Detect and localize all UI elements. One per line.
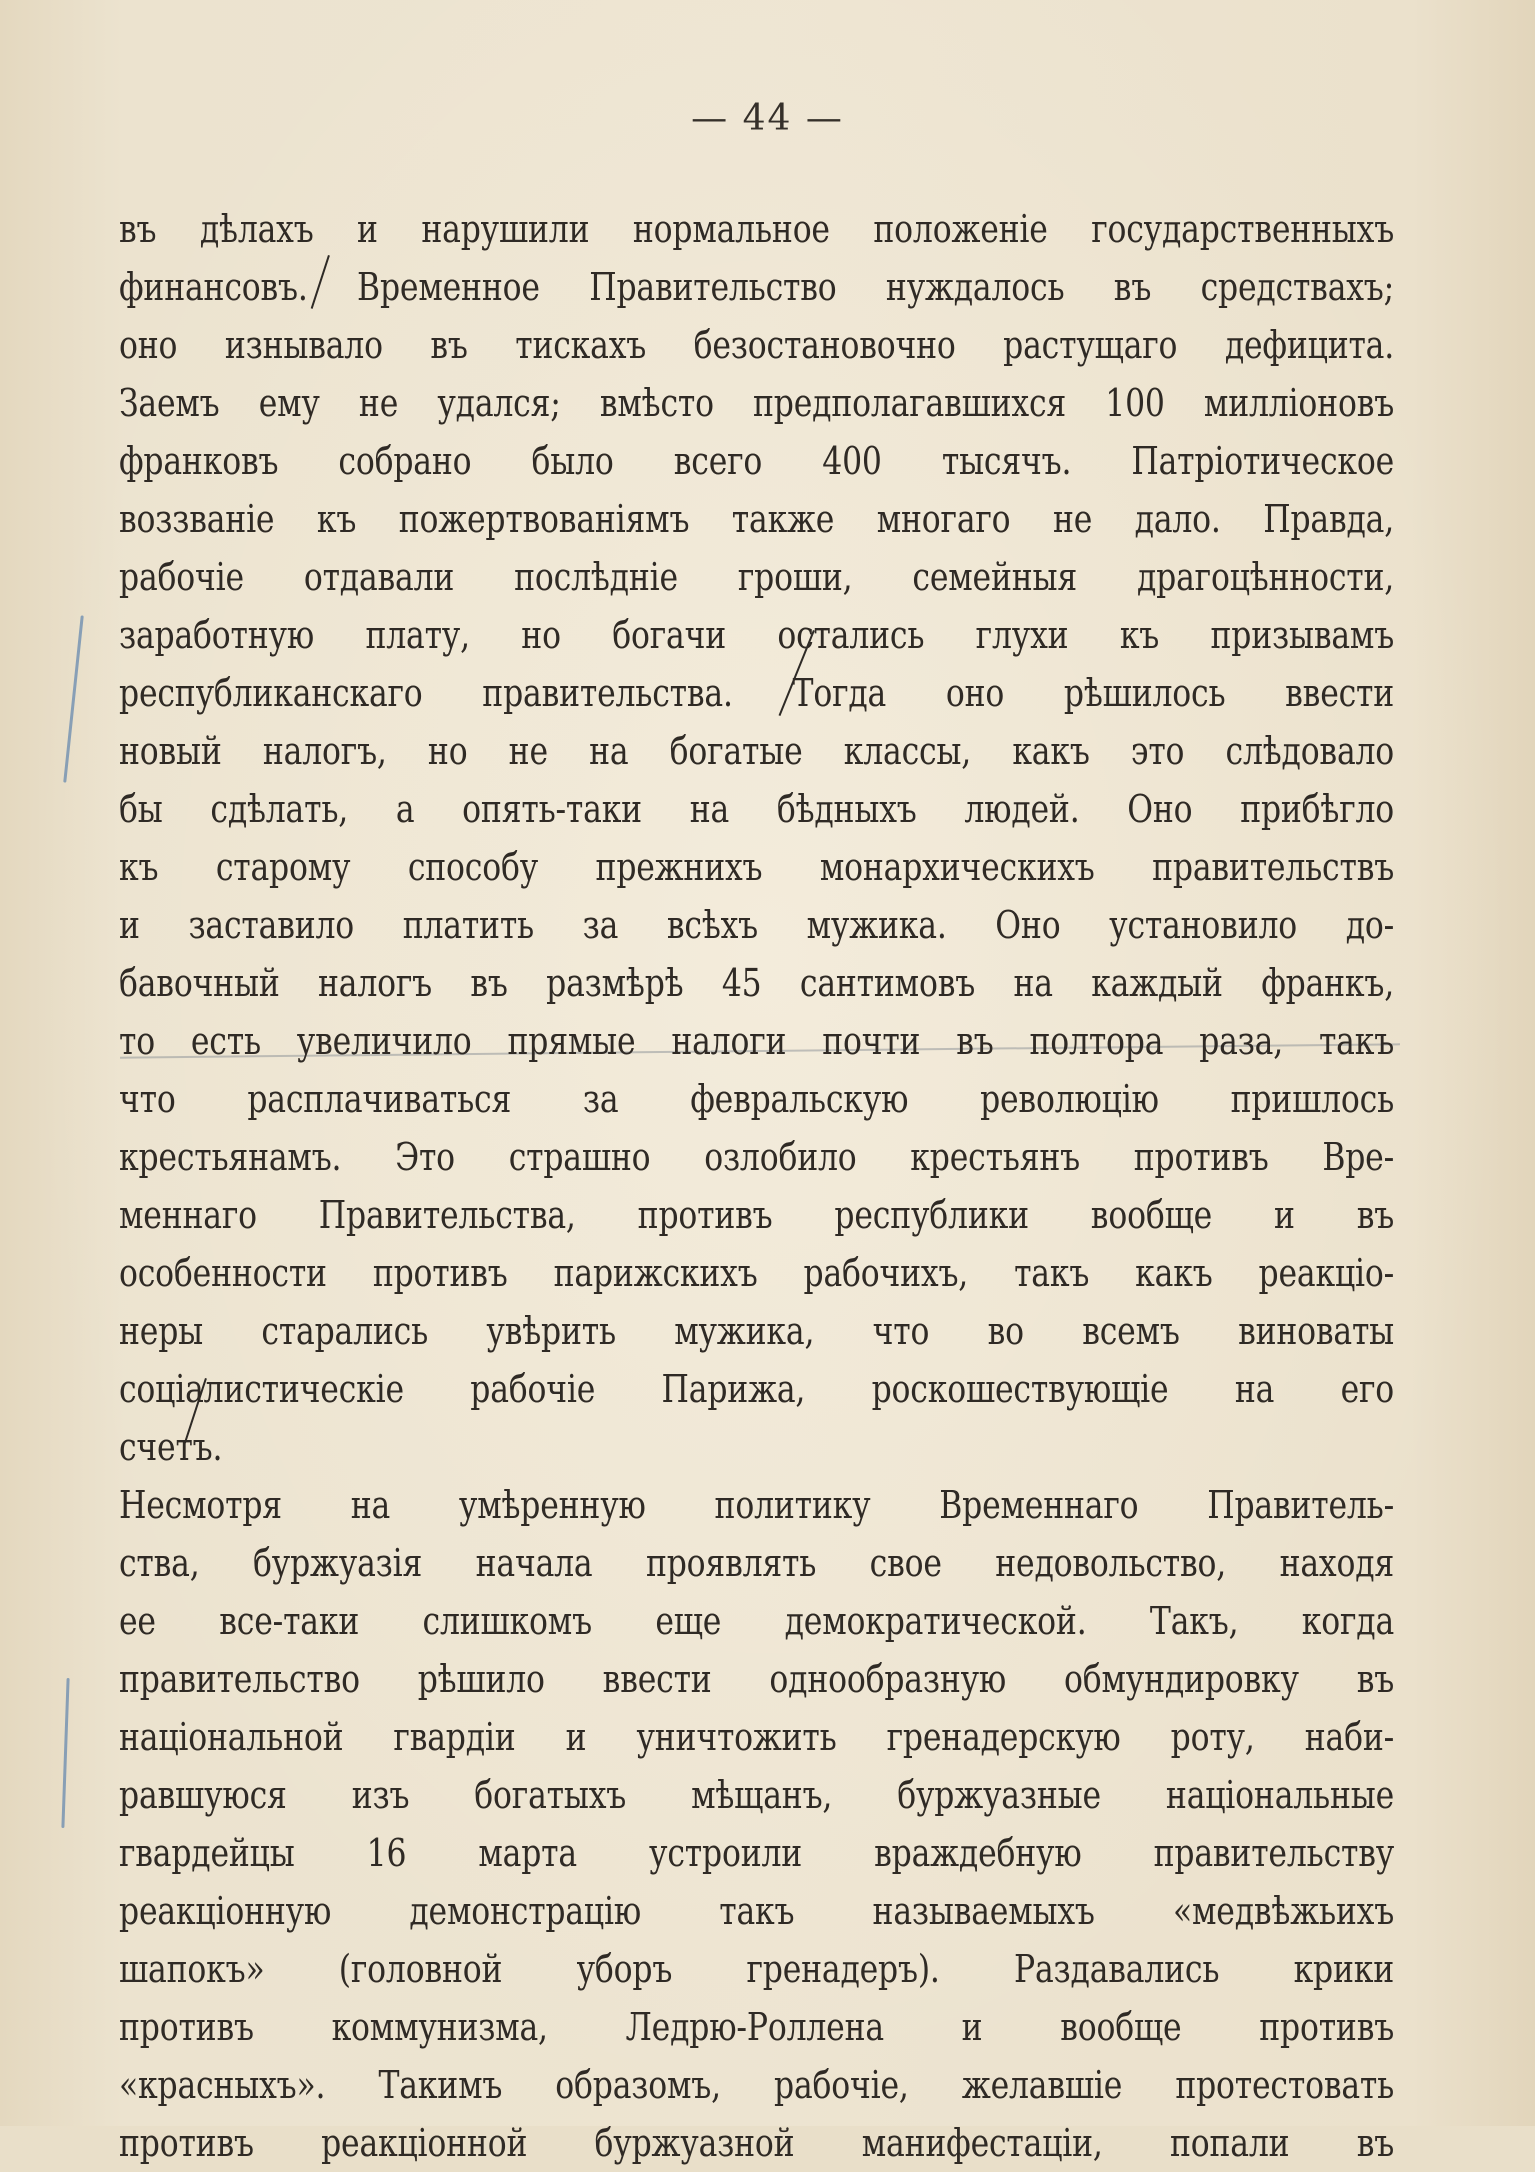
text-line: неры старались увѣрить мужика, что во всемъ виноваты <box>119 1309 1395 1353</box>
text-line: крестьянамъ. Это страшно озлобило крестьянъ противъ Вре- <box>119 1135 1395 1179</box>
text-line: счетъ. <box>119 1425 223 1469</box>
text-line: бавочный налогъ въ размѣрѣ 45 сантимовъ на каждый франкъ, <box>119 961 1395 1005</box>
text-line: реакцiонную демонстрацiю такъ называемыхъ «медвѣжьихъ <box>119 1889 1395 1933</box>
text-line: къ старому способу прежнихъ монархическихъ правительствъ <box>119 845 1395 889</box>
text-line: заработную плату, но богачи остались глухи къ призывамъ <box>119 613 1395 657</box>
margin-pen-mark-upper <box>63 615 84 782</box>
text-line: равшуюся изъ богатыхъ мѣщанъ, буржуазные нацiональные <box>119 1773 1395 1817</box>
text-line: Несмотря на умѣренную политику Временнаго Правитель- <box>119 1483 1395 1527</box>
margin-pen-mark-lower <box>61 1678 69 1828</box>
text-line: воззванiе къ пожертвованiямъ также многаго не дало. Правда, <box>119 497 1395 541</box>
text-line: въ дѣлахъ и нарушили нормальное положенiе государственныхъ <box>119 207 1395 251</box>
text-line: то есть увеличило прямые налоги почти въ полтора раза, такъ <box>119 1019 1395 1063</box>
body-text <box>119 200 1394 2172</box>
text-line: бы сдѣлать, а опять-таки на бѣдныхъ людей. Оно прибѣгло <box>119 787 1395 831</box>
text-line: франковъ собрано было всего 400 тысячъ. Патрiотическое <box>119 439 1395 483</box>
text-line: Заемъ ему не удался; вмѣсто предполагавшихся 100 миллiоновъ <box>119 381 1395 425</box>
text-line: рабочiе отдавали послѣднiе гроши, семейныя драгоцѣнности, <box>119 555 1395 599</box>
text-line: «красныхъ». Такимъ образомъ, рабочiе, желавшiе протестовать <box>119 2063 1395 2107</box>
text-line: противъ реакцiонной буржуазной манифестацiи, попали въ <box>119 2121 1395 2165</box>
text-line: противъ коммунизма, Ледрю-Роллена и вообще противъ <box>119 2005 1395 2049</box>
text-line: оно изнывало въ тискахъ безостановочно растущаго дефицита. <box>119 323 1395 367</box>
text-line: что расплачиваться за февральскую революцiю пришлось <box>119 1077 1395 1121</box>
text-line: нацiональной гвардiи и уничтожить гренадерскую роту, наби- <box>119 1715 1395 1759</box>
text-line: новый налогъ, но не на богатые классы, какъ это слѣдовало <box>119 729 1395 773</box>
text-line: республиканскаго правительства. Тогда оно рѣшилось ввести <box>119 671 1395 715</box>
text-line: ства, буржуазiя начала проявлять свое недовольство, находя <box>119 1541 1395 1585</box>
text-line: финансовъ. Временное Правительство нуждалось въ средствахъ; <box>119 265 1395 309</box>
text-line: правительство рѣшило ввести однообразную обмундировку въ <box>119 1657 1395 1701</box>
page-number: — 44 — <box>691 98 844 139</box>
text-line: особенности противъ парижскихъ рабочихъ, такъ какъ реакцiо- <box>119 1251 1395 1295</box>
text-line: меннаго Правительства, противъ республики вообще и въ <box>119 1193 1395 1237</box>
text-line: ее все-таки слишкомъ еще демократической. Такъ, когда <box>119 1599 1395 1643</box>
text-line: соцiалистическiе рабочiе Парижа, роскошествующiе на его <box>119 1367 1395 1411</box>
text-line: шапокъ» (головной уборъ гренадеръ). Раздавались крики <box>119 1947 1395 1991</box>
text-line: гвардейцы 16 марта устроили враждебную правительству <box>119 1831 1395 1875</box>
text-line: и заставило платить за всѣхъ мужика. Оно установило до- <box>119 903 1395 947</box>
